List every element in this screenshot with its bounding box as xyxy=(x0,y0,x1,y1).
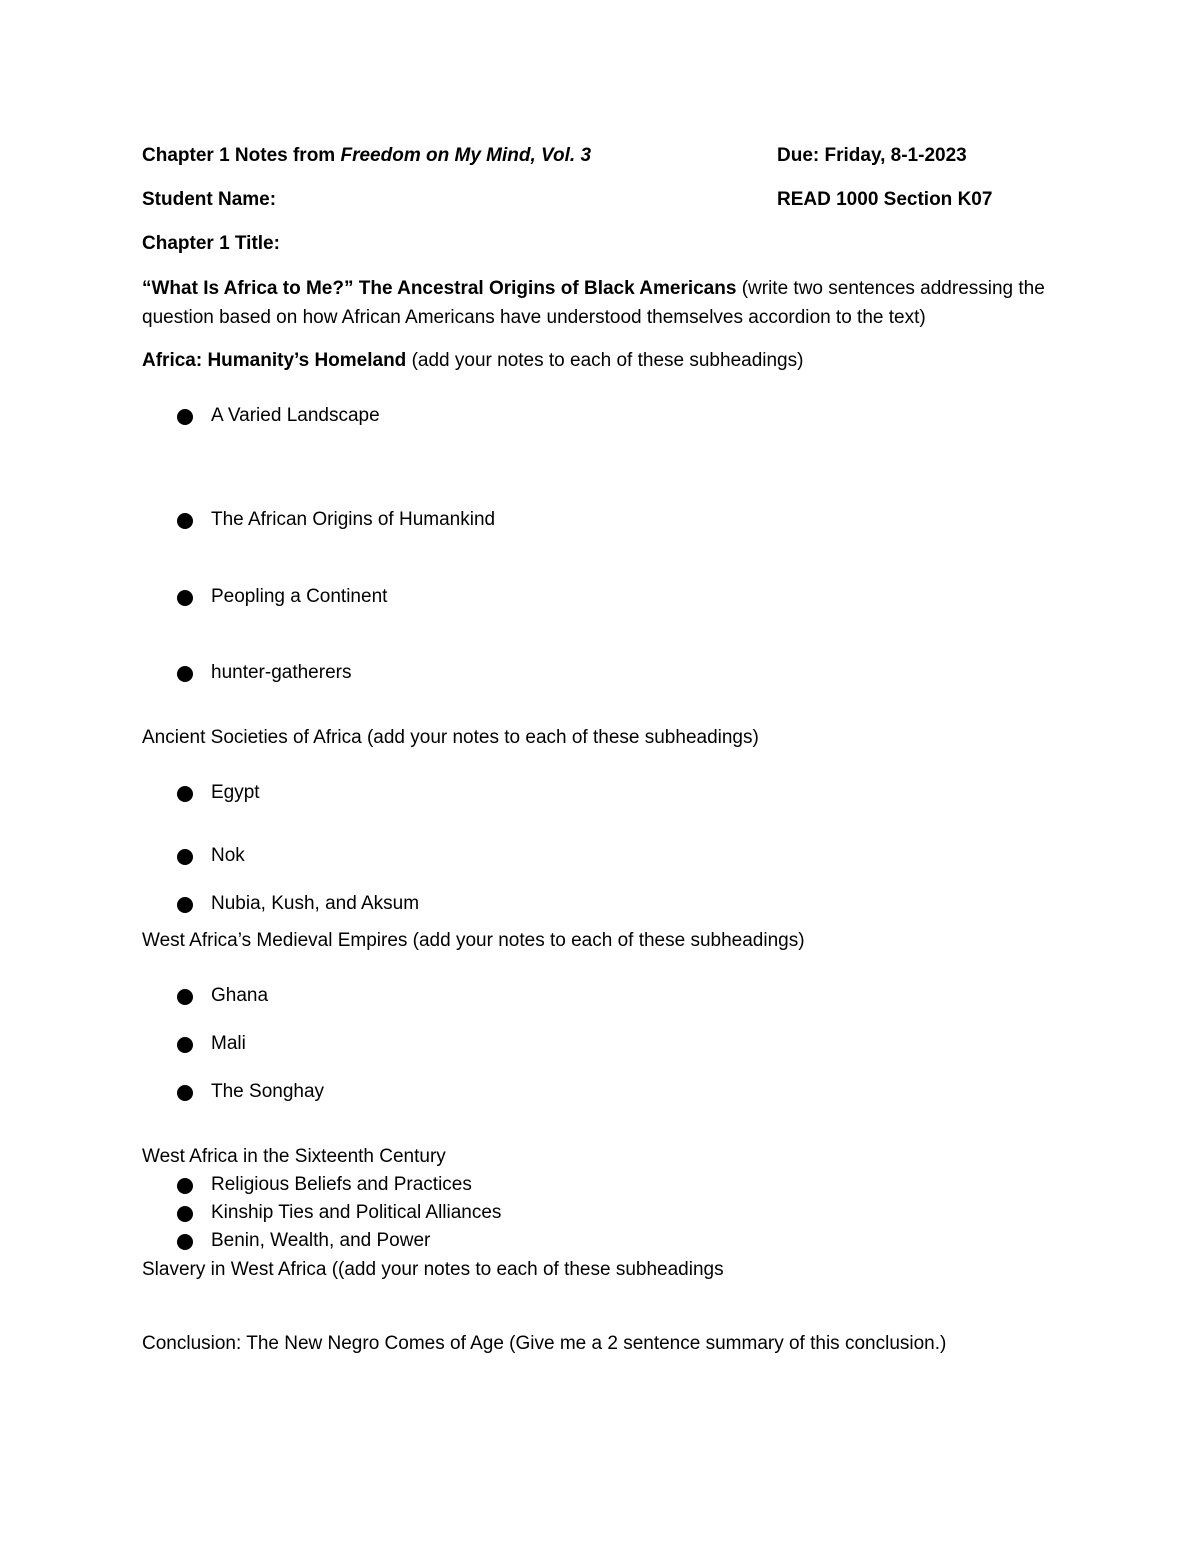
list-item: A Varied Landscape xyxy=(211,405,380,426)
bullet-icon xyxy=(177,666,193,682)
bullet-icon xyxy=(177,1234,193,1250)
due-date: Due: Friday, 8-1-2023 xyxy=(777,145,967,166)
bullet-icon xyxy=(177,513,193,529)
section-heading-slavery: Slavery in West Africa ((add your notes to each of these subheadings xyxy=(142,1259,724,1280)
list-item: The African Origins of Humankind xyxy=(211,509,496,530)
bullet-icon xyxy=(177,989,193,1005)
section-heading-ancient: Ancient Societies of Africa (add your notes to each of these subheadings) xyxy=(142,727,759,748)
list-item: Mali xyxy=(211,1033,246,1054)
title-prefix: Chapter 1 Notes from xyxy=(142,145,341,166)
list-item: Peopling a Continent xyxy=(211,586,388,607)
chapter-title-label: Chapter 1 Title: xyxy=(142,233,280,254)
list-item: Kinship Ties and Political Alliances xyxy=(211,1202,502,1223)
list-item: The Songhay xyxy=(211,1081,325,1102)
list-item: Religious Beliefs and Practices xyxy=(211,1174,472,1195)
section-heading-sixteenth: West Africa in the Sixteenth Century xyxy=(142,1146,446,1167)
list-item: Egypt xyxy=(211,782,260,803)
intro-instruction: (write two sentences addressing the question based on how African Americans have understood themselves accordion to the text) xyxy=(142,278,1045,328)
list-item: Ghana xyxy=(211,985,269,1006)
book-title: Freedom on My Mind, Vol. 3 xyxy=(340,145,592,166)
section-heading-homeland xyxy=(142,350,803,372)
section1-instruction: (add your notes to each of these subheadings) xyxy=(406,350,804,371)
list-item: Nok xyxy=(211,845,245,866)
bullet-icon xyxy=(177,849,193,865)
bullet-icon xyxy=(177,1037,193,1053)
intro-heading: “What Is Africa to Me?” The Ancestral Origins of Black Americans xyxy=(142,278,737,299)
document-title xyxy=(142,145,591,167)
conclusion-line: Conclusion: The New Negro Comes of Age (Give me a 2 sentence summary of this conclusion.) xyxy=(142,1333,947,1354)
bullet-icon xyxy=(177,1178,193,1194)
bullet-icon xyxy=(177,897,193,913)
list-item: Nubia, Kush, and Aksum xyxy=(211,893,420,914)
bullet-icon xyxy=(177,1085,193,1101)
intro-paragraph xyxy=(142,274,1062,332)
bullet-icon xyxy=(177,409,193,425)
list-item: hunter-gatherers xyxy=(211,662,352,683)
list-item: Benin, Wealth, and Power xyxy=(211,1230,431,1251)
section1-heading: Africa: Humanity’s Homeland xyxy=(142,350,407,371)
bullet-icon xyxy=(177,1206,193,1222)
student-name-label: Student Name: xyxy=(142,189,277,210)
bullet-icon xyxy=(177,786,193,802)
bullet-icon xyxy=(177,590,193,606)
course-section: READ 1000 Section K07 xyxy=(777,189,993,210)
section-heading-medieval: West Africa’s Medieval Empires (add your notes to each of these subheadings) xyxy=(142,930,805,951)
